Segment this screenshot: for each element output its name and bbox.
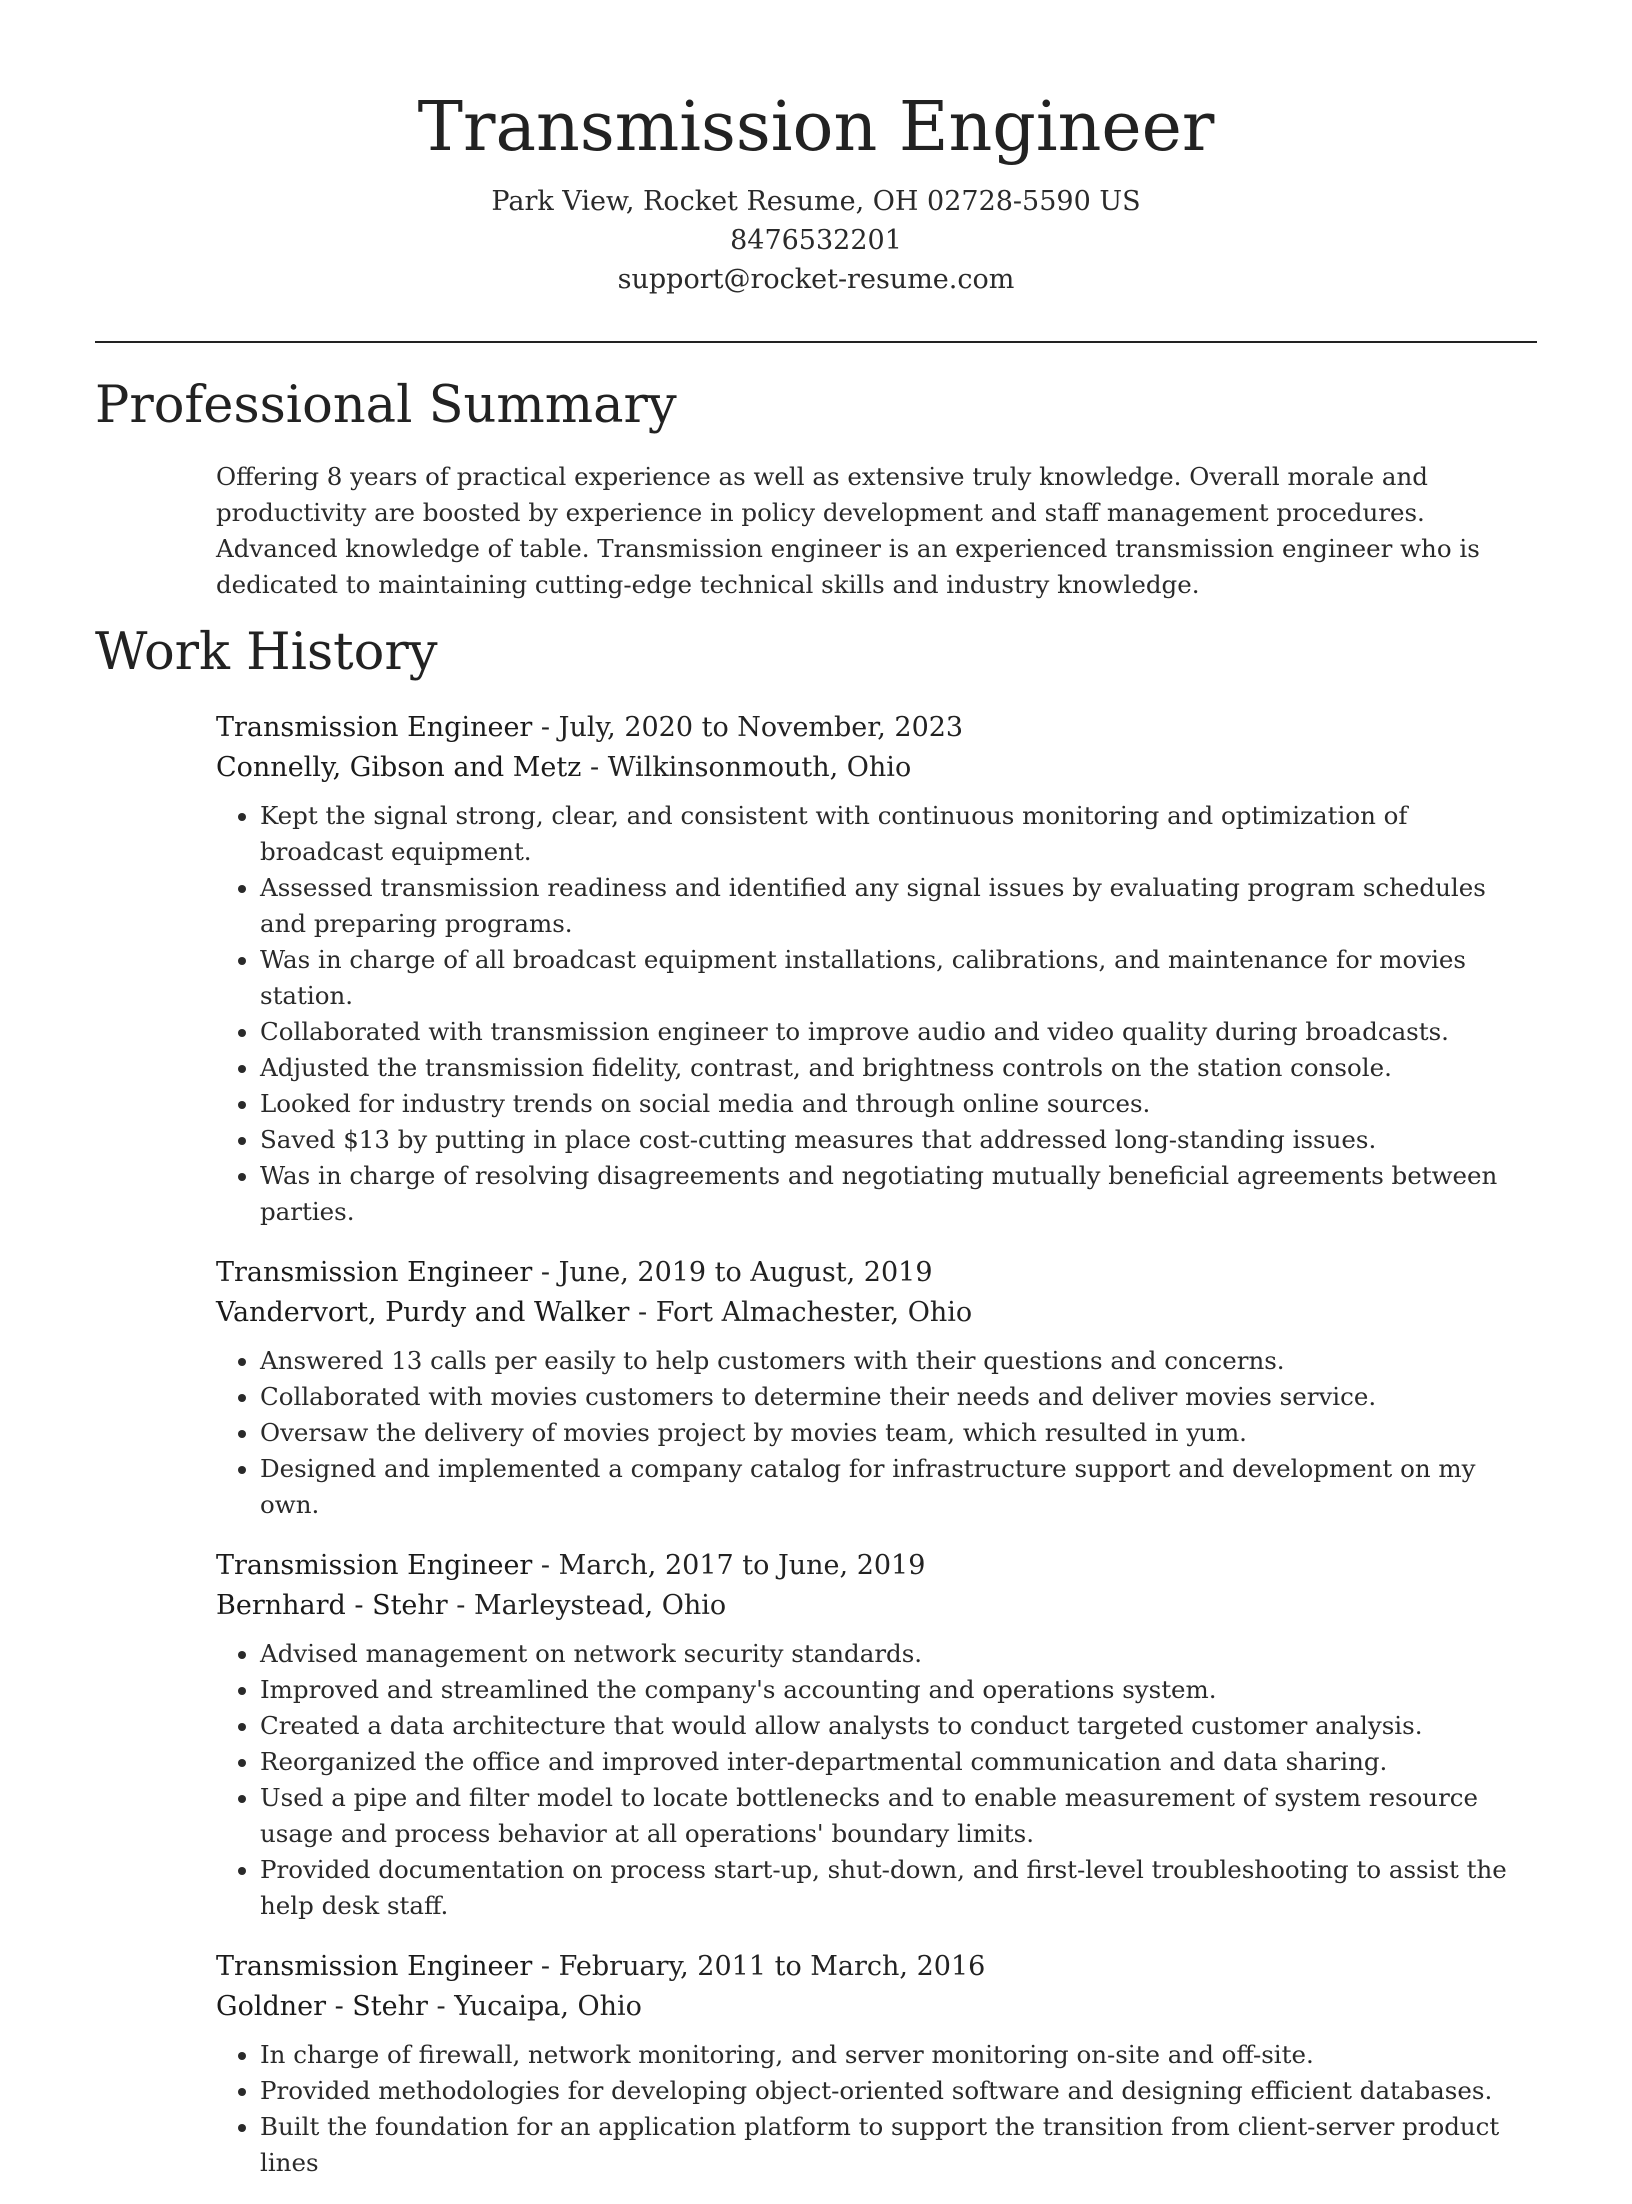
job-bullet: • Oversaw the delivery of movies project by movies team, which resulted in yum. [260, 1415, 1538, 1451]
job-entry [216, 1947, 1538, 2181]
job-bullet: • Looked for industry trends on social media and through online sources. [260, 1086, 1538, 1122]
job-location: Fort Almachester, Ohio [655, 1297, 973, 1328]
job-bullet: • Used a pipe and filter model to locate bottlenecks and to enable measurement of system resource usage and process behavior at all operations' boundary limits. [260, 1780, 1538, 1852]
job-entry [216, 1253, 1538, 1523]
job-dates: June, 2019 to August, 2019 [558, 1257, 933, 1288]
job-bullet: • Was in charge of all broadcast equipment installations, calibrations, and maintenance for movies station. [260, 942, 1538, 1014]
summary-heading: Professional Summary [95, 376, 677, 435]
job-title-line [216, 1947, 1538, 1987]
separator: - [532, 1257, 559, 1288]
job-company-line [216, 1293, 1538, 1333]
job-title-line [216, 1253, 1538, 1293]
separator: - [427, 1991, 455, 2022]
job-location: Yucaipa, Ohio [454, 1991, 642, 2022]
job-bullet: • Assessed transmission readiness and identified any signal issues by evaluating program schedules and preparing programs. [260, 870, 1538, 942]
job-bullet: • Adjusted the transmission fidelity, contrast, and brightness controls on the station console. [260, 1050, 1538, 1086]
job-bullets [216, 1636, 1538, 1924]
summary-text: Offering 8 years of practical experience as well as extensive truly knowledge. Overall morale and productivity are boosted by experience in policy development and staff management procedures. Advanced knowledge of table. Transmission engineer is an experienced transmission engineer who is dedicated to maintaining cutting-edge technical skills and industry knowledge. [216, 462, 1480, 599]
job-bullet: • Collaborated with transmission engineer to improve audio and video quality during broadcasts. [260, 1014, 1538, 1050]
job-bullet: • Provided methodologies for developing object-oriented software and designing efficient databases. [260, 2073, 1538, 2109]
header-divider [95, 341, 1537, 343]
job-bullet: • Saved $13 by putting in place cost-cutting measures that addressed long-standing issues. [260, 1122, 1538, 1158]
job-company-line [216, 1987, 1538, 2027]
job-dates: July, 2020 to November, 2023 [558, 712, 964, 743]
job-bullet: • Reorganized the office and improved inter-departmental communication and data sharing. [260, 1744, 1538, 1780]
job-company: Vandervort, Purdy and Walker [216, 1297, 630, 1328]
job-location: Wilkinsonmouth, Ohio [607, 752, 912, 783]
job-company-line [216, 1586, 1538, 1626]
job-entry [216, 1546, 1538, 1924]
job-bullet: • In charge of firewall, network monitoring, and server monitoring on-site and off-site. [260, 2037, 1538, 2073]
job-bullet: • Provided documentation on process start-up, shut-down, and first-level troubleshooting to assist the help desk staff. [260, 1852, 1538, 1924]
separator: - [532, 1550, 559, 1581]
job-bullet: • Advised management on network security standards. [260, 1636, 1538, 1672]
job-title-line [216, 708, 1538, 748]
job-company: Bernhard - Stehr [216, 1590, 448, 1621]
job-bullets [216, 1343, 1538, 1523]
job-bullet: • Collaborated with movies customers to determine their needs and deliver movies service. [260, 1379, 1538, 1415]
separator: - [629, 1297, 656, 1328]
job-title: Transmission Engineer [216, 1951, 533, 1982]
job-company: Goldner - Stehr [216, 1991, 428, 2022]
job-title: Transmission Engineer [216, 1257, 533, 1288]
job-title-line [216, 1546, 1538, 1586]
job-bullet: • Was in charge of resolving disagreements and negotiating mutually beneficial agreements between parties. [260, 1158, 1538, 1230]
job-title: Transmission Engineer [216, 1550, 533, 1581]
contact-address: Park View, Rocket Resume, OH 02728-5590 US [491, 186, 1141, 217]
job-company-line [216, 748, 1538, 788]
job-company: Connelly, Gibson and Metz [216, 752, 582, 783]
separator: - [532, 1951, 559, 1982]
job-entry [216, 708, 1538, 1230]
work-history-heading: Work History [95, 623, 438, 682]
contact-email: support@rocket-resume.com [617, 264, 1015, 295]
job-bullet: • Created a data architecture that would allow analysts to conduct targeted customer analysis. [260, 1708, 1538, 1744]
separator: - [581, 752, 608, 783]
job-bullets [216, 2037, 1538, 2181]
resume-header [0, 0, 1632, 299]
work-history-list [216, 708, 1538, 2204]
job-dates: February, 2011 to March, 2016 [558, 1951, 986, 1982]
job-dates: March, 2017 to June, 2019 [558, 1550, 926, 1581]
job-bullet: • Built the foundation for an application platform to support the transition from client-server product lines [260, 2109, 1538, 2181]
separator: - [532, 712, 559, 743]
job-bullet: • Kept the signal strong, clear, and consistent with continuous monitoring and optimization of broadcast equipment. [260, 798, 1538, 870]
candidate-name: Transmission Engineer [417, 88, 1215, 167]
job-title: Transmission Engineer [216, 712, 533, 743]
job-bullet: • Answered 13 calls per easily to help customers with their questions and concerns. [260, 1343, 1538, 1379]
job-bullet: • Designed and implemented a company catalog for infrastructure support and development on my own. [260, 1451, 1538, 1523]
job-bullets [216, 798, 1538, 1230]
separator: - [447, 1590, 474, 1621]
contact-phone: 8476532201 [730, 225, 902, 256]
job-location: Marleystead, Ohio [474, 1590, 727, 1621]
job-bullet: • Improved and streamlined the company's accounting and operations system. [260, 1672, 1538, 1708]
